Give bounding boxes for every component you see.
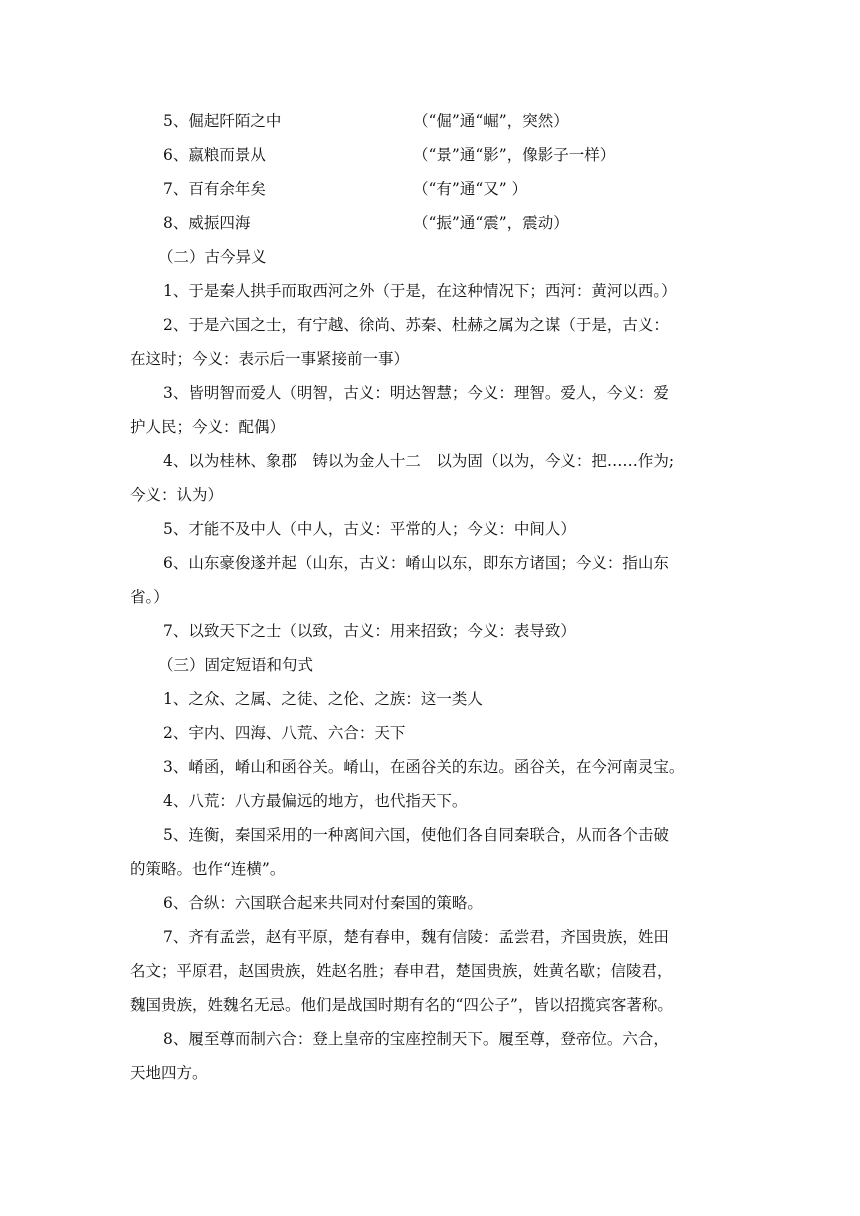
paragraph-line: 4、八荒：八方最偏远的地方，也代指天下。: [163, 792, 468, 810]
tongjia-term: 6、嬴粮而景从: [163, 146, 266, 164]
tongjia-term: 8、威振四海: [163, 214, 251, 232]
paragraph-line: 6、山东豪俊遂并起（山东，古义：崤山以东，即东方诸国；今义：指山东: [163, 554, 669, 572]
tongjia-note: （“振”通“震”，震动）: [413, 214, 569, 232]
paragraph-line: 3、皆明智而爱人（明智，古义：明达智慧；今义：理智。爱人，今义：爱: [163, 384, 669, 402]
paragraph-line: 6、合纵：六国联合起来共同对付秦国的策略。: [163, 894, 483, 912]
paragraph-line: 2、于是六国之士，有宁越、徐尚、苏秦、杜赫之属为之谋（于是，古义：: [163, 316, 669, 334]
paragraph-line: 7、以致天下之士（以致，古义：用来招致；今义：表导致）: [163, 622, 576, 640]
paragraph-line: 2、宇内、四海、八荒、六合：天下: [163, 724, 406, 742]
paragraph-line: 1、于是秦人拱手而取西河之外（于是，在这种情况下；西河：黄河以西。）: [163, 282, 677, 300]
paragraph-line: 5、才能不及中人（中人，古义：平常的人；今义：中间人）: [163, 520, 576, 538]
paragraph-line: 天地四方。: [130, 1064, 208, 1082]
paragraph-line: 8、履至尊而制六合：登上皇帝的宝座控制天下。履至尊，登帝位。六合，: [163, 1030, 669, 1048]
tongjia-note: （“景”通“影”，像影子一样）: [413, 146, 616, 164]
paragraph-line: 省。）: [130, 588, 169, 606]
tongjia-term: 7、百有余年矣: [163, 180, 266, 198]
paragraph-line: 名文；平原君，赵国贵族，姓赵名胜；春申君，楚国贵族，姓黄名歇；信陵君，: [130, 962, 673, 980]
section-heading: （二）古今异义: [158, 248, 267, 266]
tongjia-term: 5、倔起阡陌之中: [163, 112, 282, 130]
paragraph-line: 5、连衡，秦国采用的一种离间六国，使他们各自同秦联合，从而各个击破: [163, 826, 669, 844]
section-heading: （三）固定短语和句式: [158, 656, 314, 674]
paragraph-line: 魏国贵族，姓魏名无忌。他们是战国时期有名的“四公子”，皆以招揽宾客著称。: [130, 996, 673, 1014]
paragraph-line: 4、以为桂林、象郡 铸以为金人十二 以为固（以为，今义：把……作为;: [163, 452, 675, 470]
paragraph-line: 在这时；今义：表示后一事紧接前一事）: [130, 350, 410, 368]
paragraph-line: 今义：认为）: [130, 486, 224, 504]
paragraph-line: 护人民；今义：配偶）: [130, 418, 286, 436]
paragraph-line: 1、之众、之属、之徒、之伦、之族：这一类人: [163, 690, 483, 708]
tongjia-note: （“有”通“又” ）: [413, 180, 528, 198]
paragraph-line: 3、崤函，崤山和函谷关。崤山，在函谷关的东边。函谷关，在今河南灵宝。: [163, 758, 685, 776]
paragraph-line: 7、齐有孟尝，赵有平原，楚有春申，魏有信陵：孟尝君，齐国贵族，姓田: [163, 928, 669, 946]
paragraph-line: 的策略。也作“连横”。: [130, 860, 286, 878]
tongjia-note: （“倔”通“崛”，突然）: [413, 112, 569, 130]
